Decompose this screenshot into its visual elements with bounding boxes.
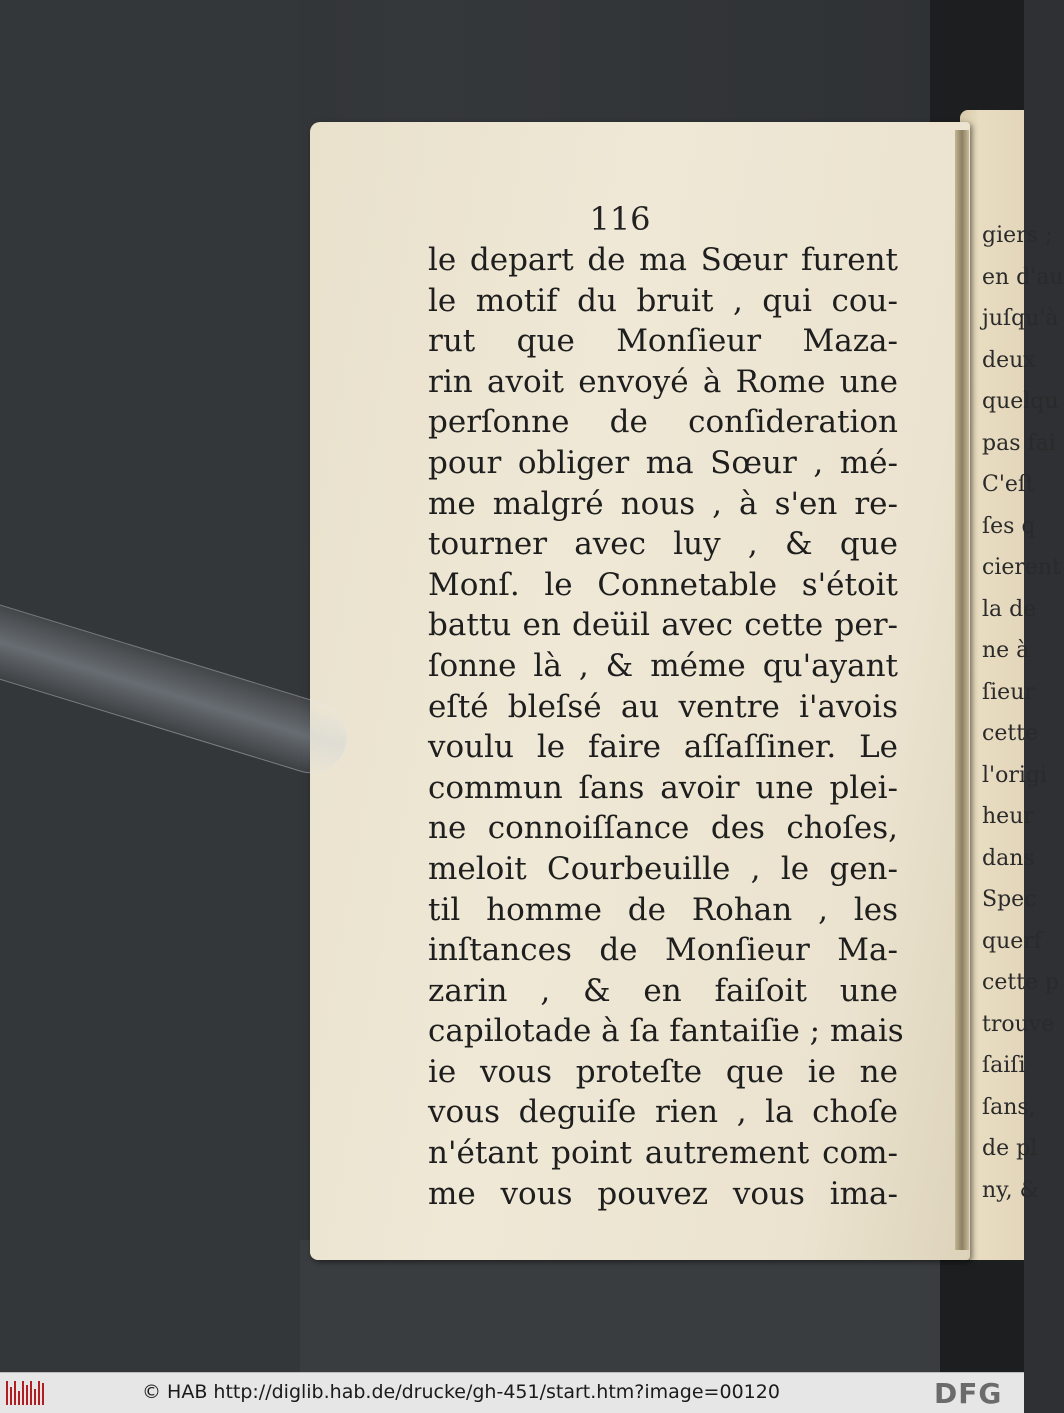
text-line: inſtances de Monſieur Ma-	[428, 932, 898, 969]
text-line: eſté bleſsé au ventre i'avois	[428, 688, 898, 725]
facing-page-fragment: trouve	[982, 1011, 1055, 1037]
text-line: til homme de Rohan , les	[428, 891, 898, 928]
facing-page-fragment: quelqu	[982, 389, 1059, 414]
facing-page-fragment: querf	[982, 928, 1042, 954]
text-line: n'étant point autrement com-	[428, 1135, 898, 1172]
text-line: me vous pouvez vous ima-	[428, 1175, 898, 1212]
facing-page-fragment: l'origi	[982, 762, 1048, 788]
text-line: rin avoit envoyé à Rome une	[428, 363, 898, 400]
facing-page-fragment: ny, &	[982, 1177, 1040, 1203]
facing-page-fragment: de pl	[982, 1136, 1038, 1161]
facing-page-text	[982, 215, 1064, 1211]
text-line: pour obliger ma Sœur , mé-	[428, 444, 898, 481]
facing-page-fragment: la de	[982, 596, 1037, 622]
facing-page-fragment: Spec	[982, 887, 1037, 912]
text-line: zarin , & en faiſoit une	[428, 972, 898, 1009]
facing-page-fragment: ſaiſi	[982, 1053, 1026, 1078]
text-line: le depart de ma Sœur furent	[428, 242, 898, 278]
text-line: ſonne là , & méme qu'ayant	[428, 647, 898, 684]
facing-page-fragment: cette p	[982, 970, 1060, 995]
facing-page-fragment: en d'au	[982, 264, 1064, 290]
facing-page-fragment: ſieur	[982, 679, 1035, 705]
facing-page-fragment: heur	[982, 804, 1034, 829]
hab-logo-icon	[6, 1381, 46, 1405]
text-line: meloit Courbeuille , le gen-	[428, 850, 898, 887]
text-line: voulu le faire aſſaſſiner. Le	[428, 729, 898, 766]
text-line: me malgré nous , à s'en re-	[428, 485, 898, 522]
facing-page-fragment: cette	[982, 721, 1039, 746]
facing-page-fragment: ne à	[982, 638, 1030, 663]
text-line: vous deguiſe rien , la choſe	[428, 1094, 898, 1131]
text-line: le motif du bruit , qui cou-	[428, 282, 898, 319]
facing-page-fragment: pas fai	[982, 430, 1056, 456]
dfg-logo: DFG	[934, 1377, 1003, 1410]
citation-link[interactable]: © HAB http://diglib.hab.de/drucke/gh-451/start.htm?image=00120	[142, 1381, 780, 1403]
facing-page-fragment: cierent	[982, 555, 1061, 580]
page-number: 116	[589, 200, 651, 238]
facing-page-fragment: juſqu'à	[982, 306, 1059, 331]
text-line: perſonne de conſideration	[428, 404, 898, 441]
text-line: Monſ. le Connetable s'étoit	[428, 566, 898, 603]
facing-page-fragment: dans	[982, 845, 1035, 871]
facing-page-fragment: C'eſt	[982, 472, 1035, 497]
facing-page-fragment: deux	[982, 347, 1036, 373]
page-text	[428, 240, 904, 1214]
facing-page-fragment: ſans,	[982, 1094, 1036, 1120]
text-line: battu en deüil avec cette per-	[428, 607, 898, 644]
text-line: rut que Monſieur Maza-	[428, 323, 898, 360]
book-gutter	[955, 130, 969, 1250]
text-line: tourner avec luy , & que	[428, 526, 898, 563]
facing-page-fragment: ſes q	[982, 513, 1036, 539]
text-line: ie vous proteſte que ie ne	[428, 1053, 898, 1090]
text-line: ne connoiſſance des choſes,	[428, 810, 898, 847]
text-line: capilotade à ſa fantaiſie ; mais	[428, 1013, 904, 1050]
footer-bar	[0, 1372, 1024, 1413]
text-line: commun ſans avoir une plei-	[428, 769, 898, 806]
facing-page-fragment: giers ;	[982, 223, 1053, 248]
